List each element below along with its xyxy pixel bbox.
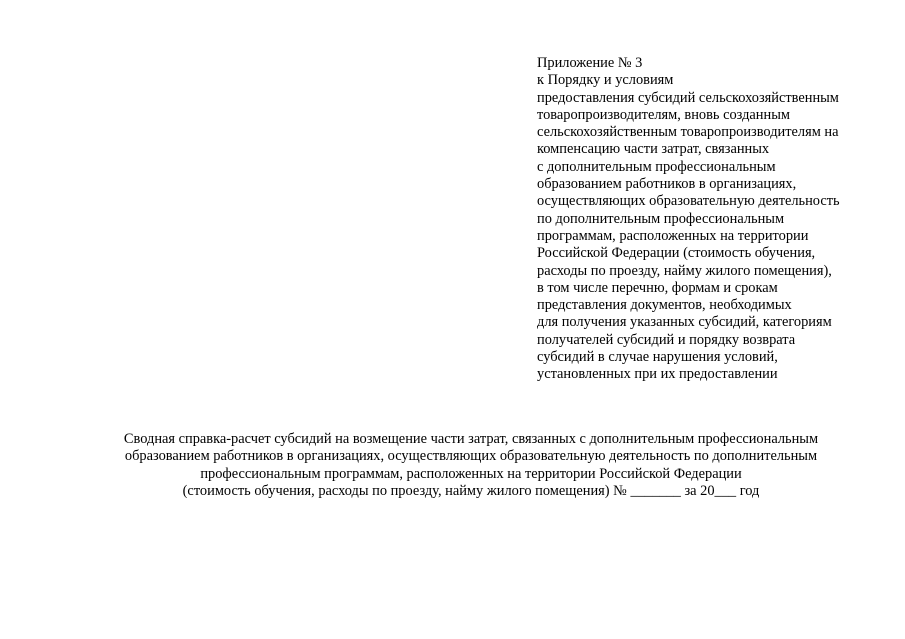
appendix-line: получателей субсидий и порядку возврата [537,331,796,348]
appendix-line: с дополнительным профессиональным [537,158,776,175]
appendix-line: для получения указанных субсидий, категориям [537,314,832,331]
appendix-line: Российской Федерации (стоимость обучения, [537,245,816,262]
appendix-line: представления документов, необходимых [537,297,792,314]
appendix-line: осуществляющих образовательную деятельность [537,193,840,210]
appendix-line: по дополнительным профессиональным [537,210,785,227]
appendix-line: субсидий в случае нарушения условий, [537,349,778,366]
title-line: профессиональным программам, расположенных на территории Российской Федерации [200,465,742,482]
appendix-line: компенсацию части затрат, связанных [537,141,770,158]
title-line: (стоимость обучения, расходы по проезду, найму жилого помещения) № _______ за 20___ год [182,482,760,499]
appendix-line: предоставления субсидий сельскохозяйственным [537,89,839,106]
appendix-line: установленных при их предоставлении [537,366,778,383]
appendix-line: в том числе перечню, формам и срокам [537,279,778,296]
appendix-line: расходы по проезду, найму жилого помещения), [537,262,832,279]
appendix-line: образованием работников в организациях, [537,176,797,193]
appendix-line: к Порядку и условиям [537,72,674,89]
title-line: Сводная справка-расчет субсидий на возмещение части затрат, связанных с дополнительным профессиональным [123,431,819,447]
appendix-line: сельскохозяйственным товаропроизводителям на [537,124,839,141]
title-line: образованием работников в организациях, осуществляющих образовательную деятельность по дополнительным [124,448,818,465]
document-title [60,431,882,500]
appendix-line: программам, расположенных на территории [537,227,809,244]
appendix-line: Приложение № 3 [537,55,643,71]
appendix-line: товаропроизводителям, вновь созданным [537,106,790,123]
appendix-header [537,55,877,384]
